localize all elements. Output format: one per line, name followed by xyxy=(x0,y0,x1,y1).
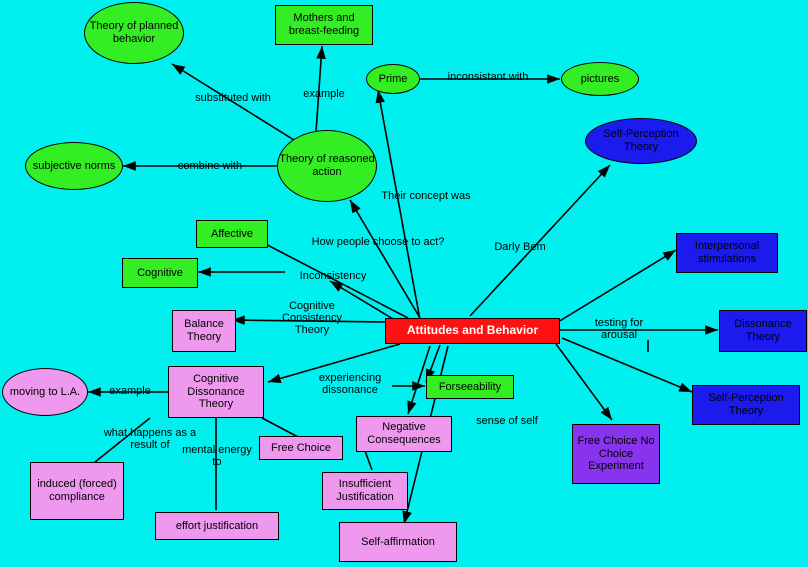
edge-label-text: Their concept was xyxy=(381,190,471,202)
node-forseeability[interactable] xyxy=(426,375,514,399)
node-label: Negative Consequences xyxy=(367,421,441,446)
node-insufficient-justification[interactable] xyxy=(322,472,408,510)
node-label: pictures xyxy=(580,72,620,85)
node-balance-theory[interactable] xyxy=(172,310,236,352)
edge-label-cognitive-consistency-theory xyxy=(268,300,356,336)
edge-label-text: example xyxy=(109,385,151,397)
node-cognitive[interactable] xyxy=(122,258,198,288)
node-affective[interactable] xyxy=(196,220,268,248)
node-dissonance-theory[interactable] xyxy=(719,310,807,352)
node-moving-to-la[interactable] xyxy=(2,368,88,416)
node-theory-reasoned-action[interactable] xyxy=(277,130,377,202)
node-theory-planned-behavior[interactable] xyxy=(84,2,184,64)
node-label: moving to L.A. xyxy=(9,385,81,398)
edge-label-text: what happens as a result of xyxy=(103,427,197,452)
node-label: effort justification xyxy=(175,519,259,532)
node-self-perception-theory-top[interactable] xyxy=(585,118,697,164)
node-label: Forseeability xyxy=(438,380,502,393)
edge-label-text: testing for arousal xyxy=(594,317,644,342)
edge-label-their-concept-was xyxy=(380,190,472,202)
edge-label-sense-of-self xyxy=(464,415,550,427)
edge-label-text: Cognitive Consistency Theory xyxy=(282,300,342,337)
node-interpersonal-stimulations[interactable] xyxy=(676,233,778,273)
node-cognitive-dissonance-theory[interactable] xyxy=(168,366,264,418)
node-attitudes-and-behavior[interactable] xyxy=(385,318,560,344)
edge-label-text: inconsistant with xyxy=(447,71,529,83)
node-label: Cognitive Dissonance Theory xyxy=(187,373,245,411)
edge-label-text: Darly Bem xyxy=(494,241,546,253)
node-label: Interpersonal stimulations xyxy=(694,240,760,265)
node-self-affirmation[interactable] xyxy=(339,522,457,562)
node-mothers-breastfeeding[interactable] xyxy=(275,5,373,45)
edge-label-text: combine with xyxy=(177,160,243,172)
node-label: Dissonance Theory xyxy=(734,318,792,343)
node-label: Mothers and breast-feeding xyxy=(288,12,360,37)
node-label: Self-affirmation xyxy=(361,535,435,548)
node-label: Balance Theory xyxy=(184,318,224,343)
node-label: Attitudes and Behavior xyxy=(406,323,539,338)
edge-label-text: example xyxy=(303,88,345,100)
node-label: Free Choice xyxy=(271,441,331,454)
node-pictures[interactable] xyxy=(561,62,639,96)
node-label: Prime xyxy=(378,72,408,85)
node-label: induced (forced) compliance xyxy=(37,478,117,503)
node-self-perception-theory-right[interactable] xyxy=(692,385,800,425)
edge-label-combine-with xyxy=(160,160,260,172)
node-free-choice[interactable] xyxy=(259,436,343,460)
edge-label-how-people-choose-to-act xyxy=(298,236,458,248)
edge-label-text: mental energy to xyxy=(182,444,252,469)
node-label: Self-Perception Theory xyxy=(603,128,679,153)
node-label: Theory of reasoned action xyxy=(279,153,375,178)
edge-label-text: sense of self xyxy=(476,415,538,427)
edge-label-experiencing-dissonance xyxy=(306,372,394,396)
node-label: Cognitive xyxy=(137,266,183,279)
node-negative-consequences[interactable] xyxy=(356,416,452,452)
edge-label-text: substituted with xyxy=(195,92,271,104)
node-label: subjective norms xyxy=(32,159,116,172)
node-label: Theory of planned behavior xyxy=(89,20,179,45)
edge-label-text: experiencing dissonance xyxy=(318,372,382,397)
edge-label-example-top xyxy=(294,88,354,100)
node-effort-justification[interactable] xyxy=(155,512,279,540)
node-label: Free Choice No Choice Experiment xyxy=(577,435,655,473)
edge-label-darly-bem xyxy=(480,241,560,253)
edge-label-mental-energy-to xyxy=(182,444,252,468)
edge-label-inconsistency xyxy=(288,270,378,282)
node-label: Self-Perception Theory xyxy=(708,392,784,417)
node-label: Insufficient Justification xyxy=(336,478,394,503)
edge-label-text: Inconsistency xyxy=(299,270,367,282)
edge-label-text: How people choose to act? xyxy=(311,236,445,248)
edge-label-inconsistant-with xyxy=(428,71,548,83)
node-label: Affective xyxy=(211,227,253,240)
node-prime[interactable] xyxy=(366,64,420,94)
edge-label-substituted-with xyxy=(178,92,288,104)
node-induced-forced-compliance[interactable] xyxy=(30,462,124,520)
node-free-choice-no-choice-experiment[interactable] xyxy=(572,424,660,484)
edge-label-example-left xyxy=(100,385,160,397)
node-subjective-norms[interactable] xyxy=(25,142,123,190)
edge-label-testing-for-arousal xyxy=(578,317,660,341)
